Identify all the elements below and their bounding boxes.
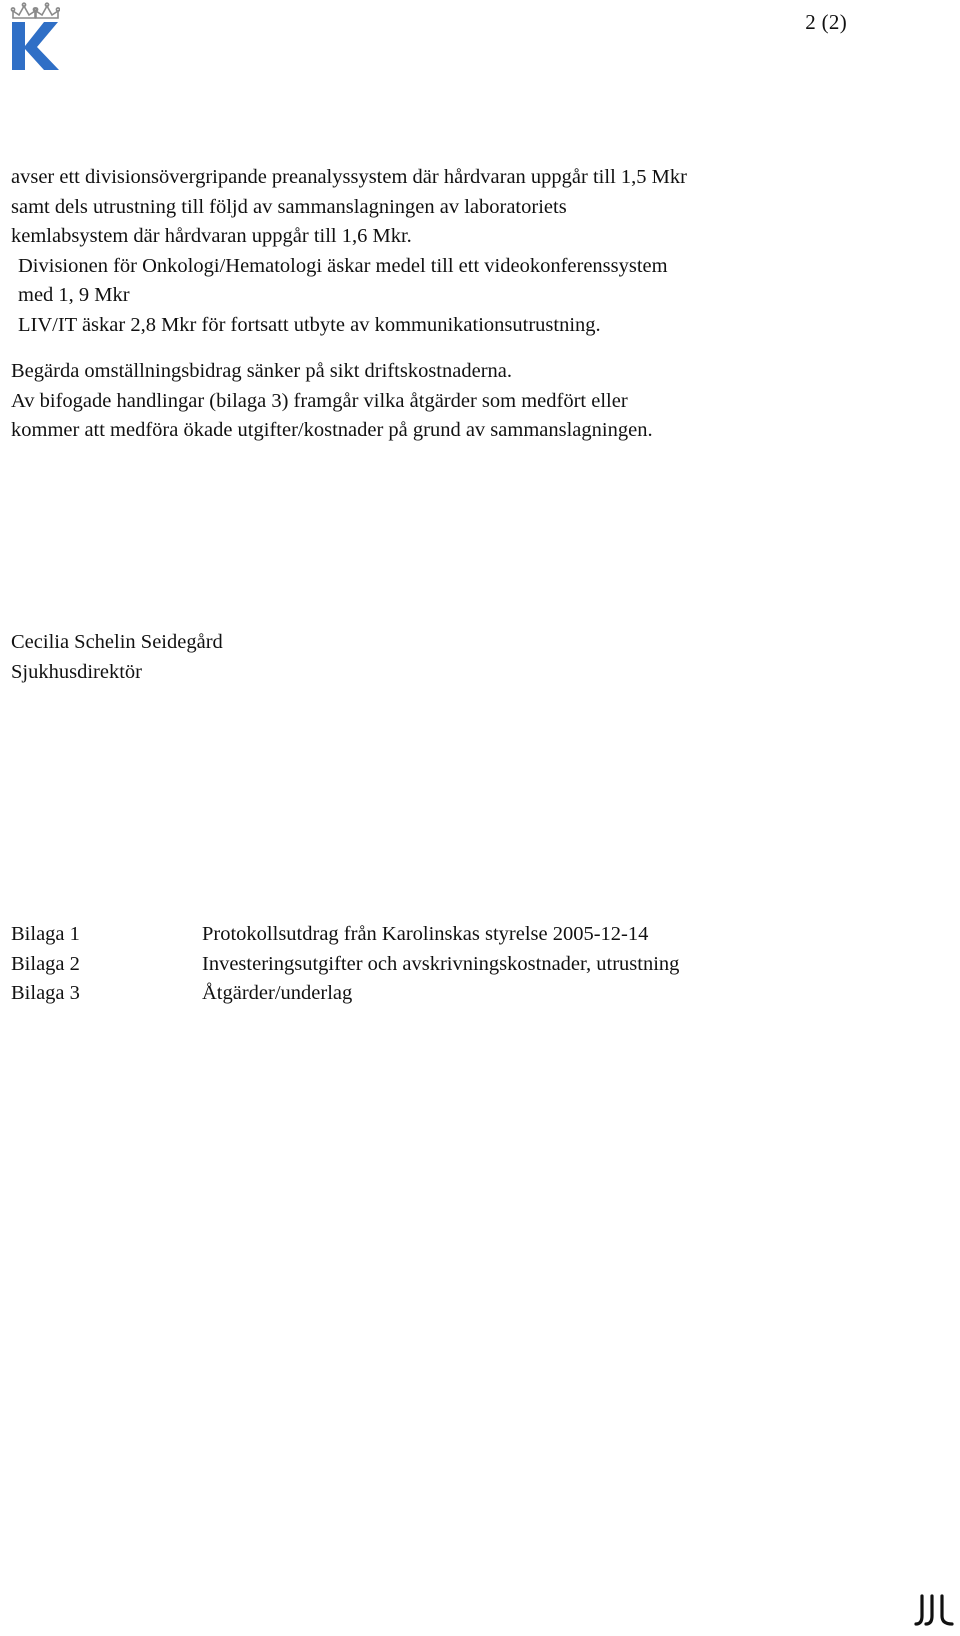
body-line: med 1, 9 Mkr (18, 284, 130, 306)
body-line: samt dels utrustning till följd av sammanslagningen av laboratoriets (11, 195, 567, 218)
signatory-name: Cecilia Schelin Seidegård (11, 631, 223, 653)
attachment-row (11, 920, 679, 950)
body-line: kommer att medföra ökade utgifter/kostnader på grund av sammanslagningen. (11, 419, 653, 441)
signature-block (11, 628, 223, 687)
page-number: 2 (2) (805, 10, 847, 34)
body-line: kemlabsystem där hårdvaran uppgår till 1,6 Mkr. (11, 225, 412, 247)
body-line: LIV/IT äskar 2,8 Mkr för fortsatt utbyte av kommunikationsutrustning. (18, 313, 601, 336)
body-line: Begärda omställningsbidrag sänker på sikt driftskostnaderna. (11, 360, 512, 382)
attachment-row (11, 979, 679, 1009)
attachment-label: Bilaga 1 (11, 923, 80, 945)
attachment-description: Investeringsutgifter och avskrivningskostnader, utrustning (202, 952, 680, 975)
attachment-row (11, 950, 679, 980)
karolinska-logo-icon (10, 2, 60, 74)
attachment-label: Bilaga 3 (11, 982, 80, 1004)
attachment-label: Bilaga 2 (11, 952, 80, 975)
attachment-list (11, 920, 679, 1009)
attachment-description: Åtgärder/underlag (202, 982, 353, 1004)
letter-body (11, 163, 931, 446)
body-line: Divisionen för Onkologi/Hematologi äskar medel till ett videokonferenssystem (18, 254, 668, 277)
body-line: Av bifogade handlingar (bilaga 3) framgår vilka åtgärder som medfört eller (11, 389, 628, 412)
jll-monogram-icon (914, 1592, 954, 1628)
signatory-title: Sjukhusdirektör (11, 660, 142, 683)
body-line: avser ett divisionsövergripande preanalyssystem där hårdvaran uppgår till 1,5 Mkr (11, 166, 687, 188)
attachment-description: Protokollsutdrag från Karolinskas styrelse 2005-12-14 (202, 923, 649, 945)
